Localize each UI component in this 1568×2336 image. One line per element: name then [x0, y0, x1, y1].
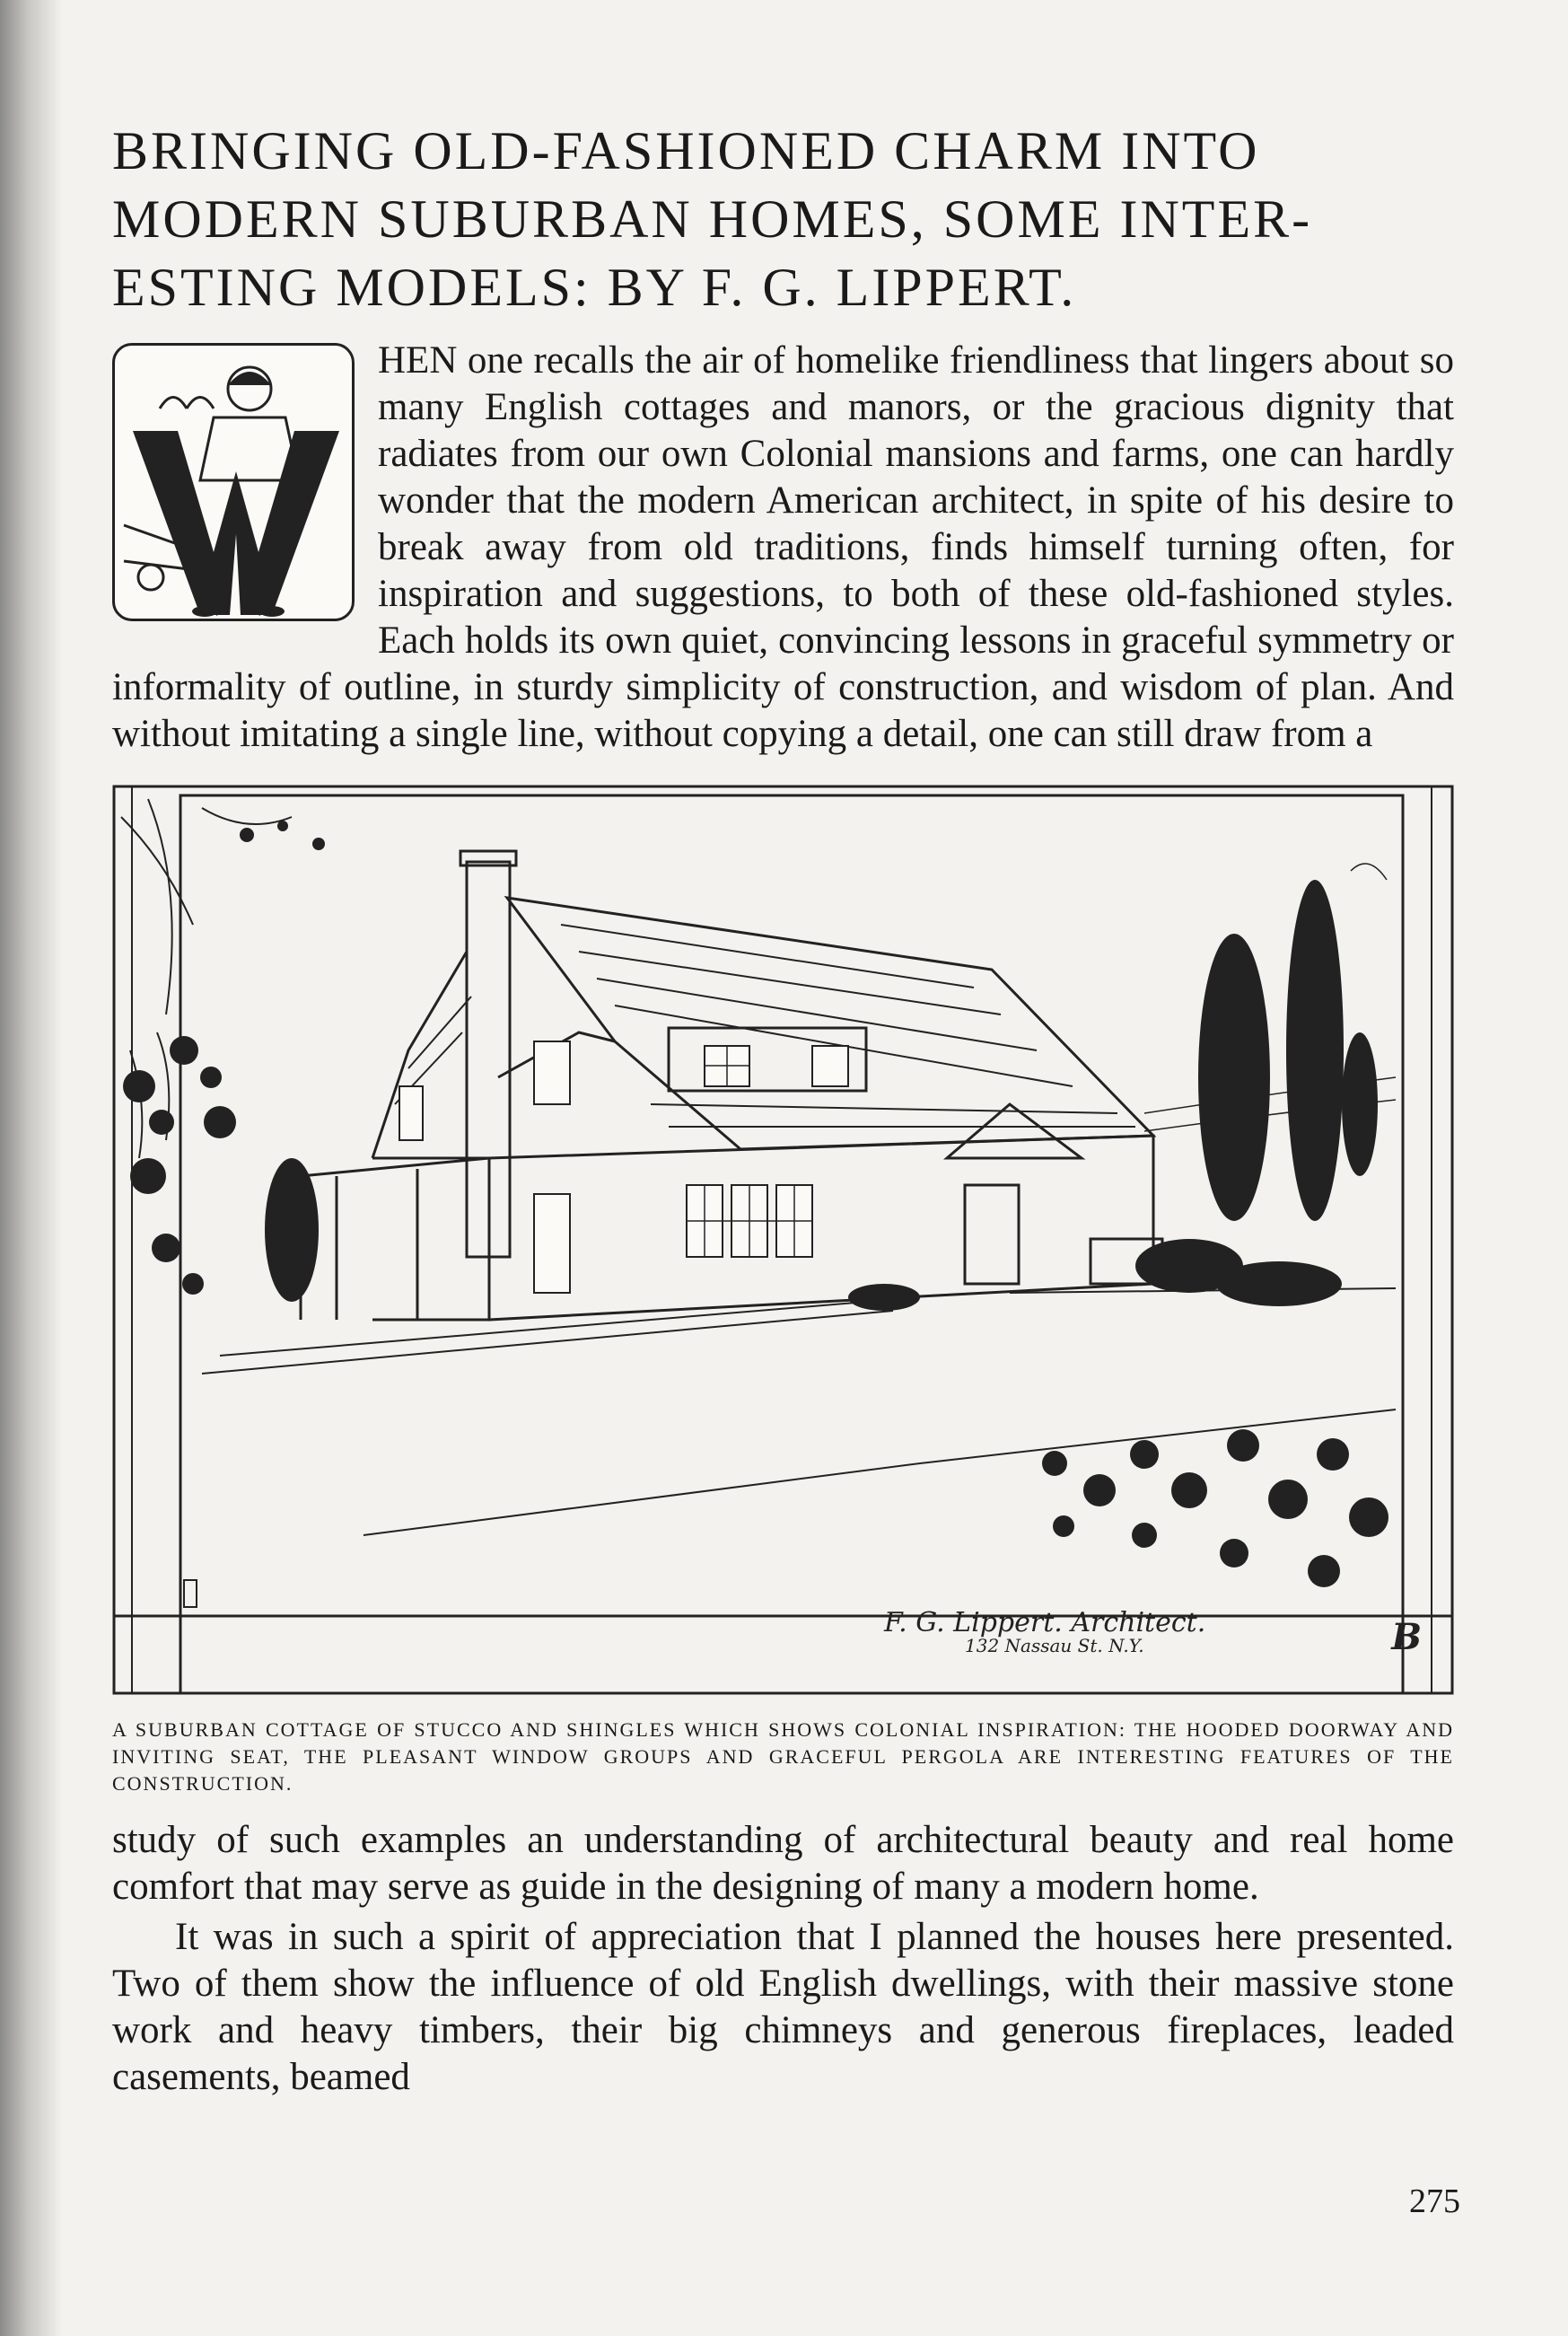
continued-paragraph: study of such examples an understanding of architectural beauty and real home comfort that may serve as guide in the designing of many a modern home. — [112, 1819, 1454, 1908]
title-line-1: BRINGING OLD-FASHIONED CHARM INTO — [112, 121, 1260, 180]
architect-signature — [884, 1607, 1205, 1656]
article-intro — [112, 338, 1454, 758]
house-drawing — [112, 781, 1454, 1697]
magazine-page — [112, 117, 1454, 2101]
drop-cap-illustration — [112, 343, 355, 621]
title-line-3: ESTING MODELS: BY F. G. LIPPERT. — [112, 258, 1077, 317]
article-title — [112, 117, 1454, 321]
house-illustration — [112, 781, 1454, 1697]
illustration-caption: A SUBURBAN COTTAGE OF STUCCO AND SHINGLES WHICH SHOWS COLONIAL INSPIRATION: THE HOODED DOORWAY AND INVITING SEAT, THE PLEASANT WINDOW GROUPS AND GRACEFUL PERGOLA ARE INTERESTING FEATURES OF THE CONSTRUCTION. — [112, 1718, 1454, 1795]
intro-paragraph: HEN one recalls the air of homelike friendliness that lingers about so many English cottages and manors, or the gracious dignity that radiates from our own Colonial mansions and farms, one can hardly wonder that the modern American architect, in spite of his desire to break away from old traditions, finds himself turning often, for inspiration and suggestions, to both of these old-fashioned styles. Each holds its own quiet, convincing lessons in graceful symmetry or informality of outline, in sturdy simplicity of construction, and wisdom of plan. And without imitating a single line, without copying a detail, one can still draw from a — [112, 339, 1454, 755]
page-number: 275 — [1409, 2182, 1460, 2220]
page-gutter-shadow — [0, 0, 63, 2336]
second-paragraph: It was in such a spirit of appreciation that I planned the houses here presented. Two of them show the influence of old English dwellings, with their massive stone work and heavy timbers, their big chimneys and generous fireplaces, leaded casements, beamed — [112, 1916, 1454, 2098]
title-line-2: MODERN SUBURBAN HOMES, SOME INTER- — [112, 189, 1313, 249]
signature-name: F. G. Lippert. Architect. — [884, 1607, 1206, 1638]
signature-address: 132 Nassau St. N.Y. — [965, 1635, 1144, 1656]
illustrator-monogram: B — [1391, 1616, 1422, 1658]
